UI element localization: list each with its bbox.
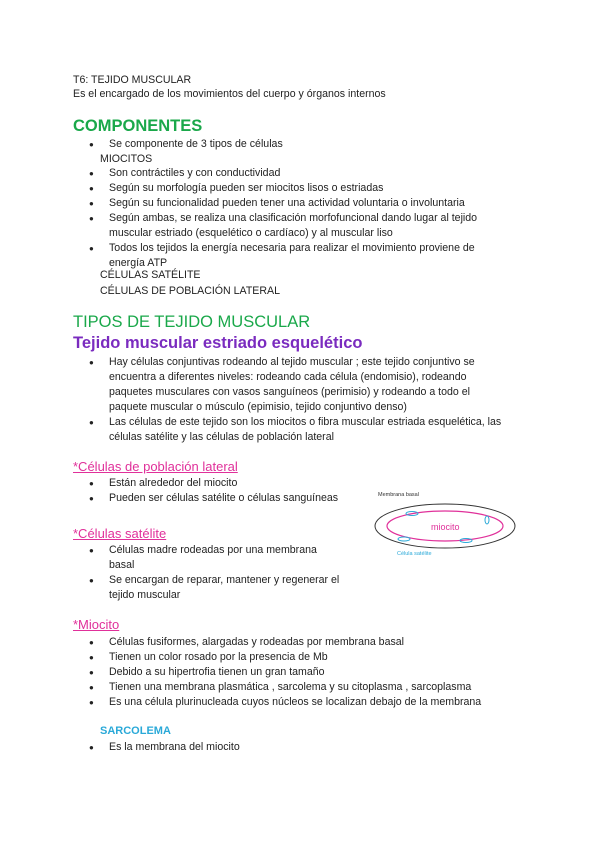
poblacion-label: CÉLULAS DE POBLACIÓN LATERAL (100, 285, 280, 297)
satellite-label: Célula satélite (397, 551, 432, 557)
list-item (89, 415, 501, 445)
list-item-text: Es una célula plurinucleada cuyos núcleos se localizan debajo de la membrana (109, 696, 482, 708)
tipos-subheading: Tejido muscular estriado esquelético (73, 334, 363, 352)
list-item-text: Células madre rodeadas por una membrana (109, 544, 317, 556)
list-item (89, 740, 240, 755)
list-item (89, 665, 481, 680)
satellite-cell-shape (485, 516, 489, 524)
list-item (89, 241, 477, 271)
list-item-text: Hay células conjuntivas rodeando al tejido muscular ; este tejido conjuntivo se (109, 356, 475, 368)
doc-title: T6: TEJIDO MUSCULAR (73, 74, 192, 86)
list-item-text: Todos los tejidos la energía necesaria para realizar el movimiento proviene de (109, 242, 475, 254)
miocito-list (89, 635, 481, 710)
miocitos-label: MIOCITOS (100, 153, 153, 165)
list-item (89, 491, 338, 506)
doc-subtitle: Es el encargado de los movimientos del cuerpo y órganos internos (73, 88, 386, 100)
list-item (89, 543, 339, 573)
membrane-label: Membrana basal (378, 492, 419, 498)
poblacion-heading: *Células de población lateral (73, 459, 238, 474)
componentes-list (89, 166, 477, 271)
satellite-cell-shape (398, 537, 410, 541)
list-item-text: paquetes musculares con vasos sanguíneos (perimisio) y rodeando a todo el (109, 386, 470, 398)
list-item-text: Están alrededor del miocito (109, 477, 238, 489)
list-item-text: células satélite y las células de población lateral (109, 431, 334, 443)
list-item-text: Es la membrana del miocito (109, 741, 240, 753)
list-item (89, 650, 481, 665)
sarcolema-list (89, 740, 240, 755)
list-item (89, 680, 481, 695)
list-item-text: Según su morfología pueden ser miocitos lisos o estriadas (109, 182, 384, 194)
componentes-heading: COMPONENTES (73, 117, 203, 135)
list-item (89, 635, 481, 650)
list-item-text: Las células de este tejido son los miocitos o fibra muscular estriada esquelética, las (109, 416, 502, 428)
list-item-text: Tienen una membrana plasmática , sarcolema y su citoplasma , sarcoplasma (109, 681, 472, 693)
list-item-text: energía ATP (109, 257, 168, 269)
list-item-text: encuentra a diferentes niveles: rodeando cada célula (endomisio), rodeando (109, 371, 467, 383)
list-item-text: tejido muscular (109, 589, 181, 601)
componentes-intro-list (89, 137, 283, 152)
tipos-heading: TIPOS DE TEJIDO MUSCULAR (73, 313, 311, 331)
list-item-text: Según ambas, se realiza una clasificación morfofuncional dando lugar al tejido (109, 212, 478, 224)
list-item-text: Según su funcionalidad pueden tener una actividad voluntaria o involuntaria (109, 197, 465, 209)
miocito-heading: *Miocito (73, 617, 120, 632)
list-item-text: Se encargan de reparar, mantener y regenerar el (109, 574, 340, 586)
satelite-heading: *Células satélite (73, 526, 167, 541)
satelite-list (89, 543, 339, 603)
list-item-text: paquete muscular o músculo (epimisio, tejido conjuntivo denso) (109, 401, 407, 413)
myocyte-label: miocito (431, 522, 460, 532)
list-item (89, 211, 477, 241)
list-item-text: muscular estriado (esquelético o cardíaco) y al muscular liso (109, 227, 393, 239)
list-item-text: Pueden ser células satélite o células sanguíneas (109, 492, 339, 504)
list-item (89, 476, 338, 491)
list-item (89, 695, 481, 710)
sarcolema-heading: SARCOLEMA (100, 725, 171, 737)
list-item (89, 181, 477, 196)
poblacion-list (89, 476, 338, 506)
list-item (89, 573, 339, 603)
list-item-text: Tienen un color rosado por la presencia de Mb (109, 651, 328, 663)
list-item (89, 355, 501, 415)
list-item-text: basal (109, 559, 135, 571)
list-item: ● Se componente de 3 tipos de células (89, 137, 283, 152)
tipos-list (89, 355, 501, 445)
list-item-text: Células fusiformes, alargadas y rodeadas por membrana basal (109, 636, 405, 648)
list-item (89, 196, 477, 211)
miocito-diagram (370, 486, 520, 558)
list-item-text: Son contráctiles y con conductividad (109, 167, 281, 179)
list-item (89, 166, 477, 181)
satelite-label: CÉLULAS SATÉLITE (100, 269, 201, 281)
list-item-text: Debido a su hipertrofia tienen un gran tamaño (109, 666, 325, 678)
